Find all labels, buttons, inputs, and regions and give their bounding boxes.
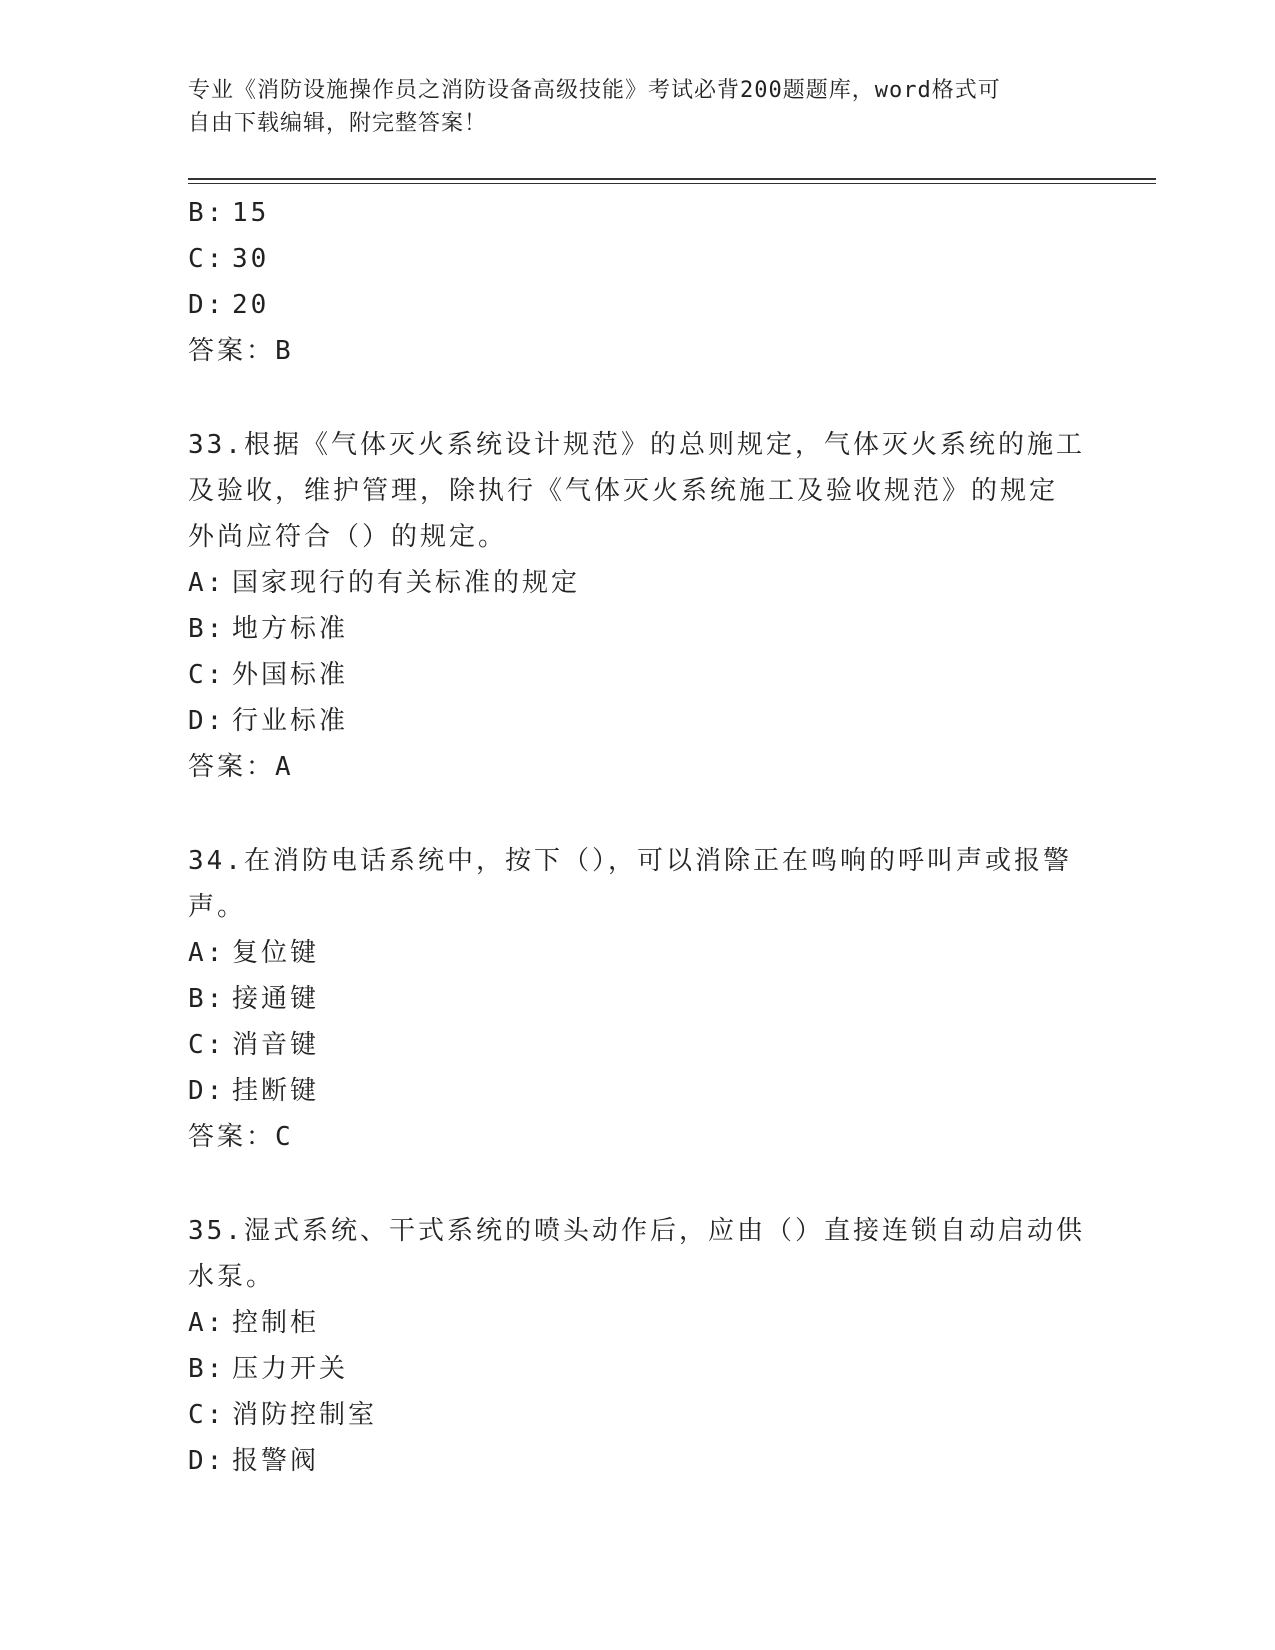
question-list [188,190,1088,1484]
option-b [188,976,1088,1022]
option-label: B: [188,984,226,1014]
answer-line: 答案：C [188,1122,294,1152]
question-32-continued [188,190,1088,374]
option-label: C: [188,244,226,274]
option-text: 30 [232,244,270,274]
question-33 [188,422,1088,790]
option-text: 复位键 [232,938,320,968]
option-label: D: [188,290,226,320]
option-label: B: [188,614,226,644]
option-text: 行业标准 [232,706,349,736]
option-text: 国家现行的有关标准的规定 [232,568,581,598]
question-text-line: 外尚应符合（）的规定。 [188,522,508,552]
question-text-line: 水泵。 [188,1262,276,1292]
option-label: C: [188,660,226,690]
option-a [188,930,1088,976]
option-text: 20 [232,290,270,320]
question-text-line: 33.根据《气体灭火系统设计规范》的总则规定，气体灭火系统的施工 [188,430,1085,460]
question-text-line: 34.在消防电话系统中，按下（），可以消除正在鸣响的呼叫声或报警 [188,846,1072,876]
header-line-1: 专业《消防设施操作员之消防设备高级技能》考试必背200题题库，word格式可 [188,78,1001,103]
option-text: 地方标准 [232,614,349,644]
option-text: 压力开关 [232,1354,349,1384]
option-label: B: [188,1354,226,1384]
option-a [188,560,1088,606]
option-text: 接通键 [232,984,320,1014]
document-header [188,74,1068,140]
question-35 [188,1208,1088,1484]
header-line-2: 自由下载编辑，附完整答案！ [188,111,488,136]
option-label: C: [188,1030,226,1060]
option-text: 消防控制室 [232,1400,378,1430]
option-label: B: [188,198,226,228]
option-label: D: [188,1446,226,1476]
option-c [188,1022,1088,1068]
option-b [188,190,1088,236]
option-c [188,236,1088,282]
option-b [188,1346,1088,1392]
header-rule-thick [188,178,1156,180]
option-text: 报警阀 [232,1446,320,1476]
option-text: 消音键 [232,1030,320,1060]
option-c [188,1392,1088,1438]
option-d [188,1438,1088,1484]
option-d [188,698,1088,744]
answer-line: 答案：A [188,752,294,782]
option-label: A: [188,938,226,968]
answer-line: 答案：B [188,336,294,366]
option-label: D: [188,1076,226,1106]
option-label: D: [188,706,226,736]
option-text: 挂断键 [232,1076,320,1106]
option-label: C: [188,1400,226,1430]
question-34 [188,838,1088,1160]
header-rule-thin [188,183,1156,184]
option-b [188,606,1088,652]
question-text-line: 声。 [188,892,247,922]
option-text: 控制柜 [232,1308,320,1338]
option-text: 15 [232,198,270,228]
option-a [188,1300,1088,1346]
option-d [188,1068,1088,1114]
option-c [188,652,1088,698]
option-label: A: [188,568,226,598]
question-text-line: 35.湿式系统、干式系统的喷头动作后，应由（）直接连锁自动启动供 [188,1216,1085,1246]
option-d [188,282,1088,328]
question-text-line: 及验收，维护管理，除执行《气体灭火系统施工及验收规范》的规定 [188,476,1059,506]
option-text: 外国标准 [232,660,349,690]
option-label: A: [188,1308,226,1338]
